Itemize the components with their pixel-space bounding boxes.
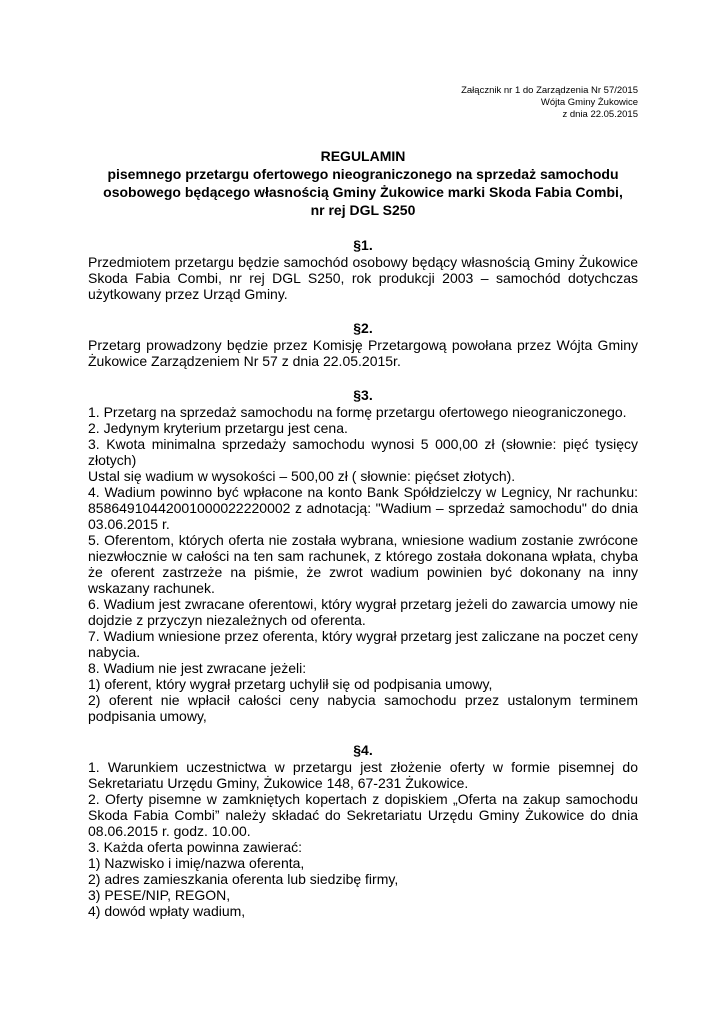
paragraph: 1. Warunkiem uczestnictwa w przetargu jest złożenie oferty w formie pisemnej do Sekretariatu Urzędu Gminy, Żukowice 148, 67-231 Żukowice. [88,759,638,791]
paragraph: 3) PESE/NIP, REGON, [88,887,231,903]
attachment-note-line: z dnia 22.05.2015 [562,109,638,120]
section-heading: §2. [353,320,373,336]
title-line: osobowego będącego własnością Gminy Żukowice marki Skoda Fabia Combi, [103,184,623,200]
paragraph: 1) oferent, który wygrał przetarg uchylił się od podpisania umowy, [88,676,493,692]
paragraph: Przedmiotem przetargu będzie samochód osobowy będący własnością Gminy Żukowice Skoda Fabia Combi, nr rej DGL S250, rok produkcji 2003 – samochód dotychczas użytkowany przez Urząd Gminy. [88,254,638,302]
paragraph: 2) adres zamieszkania oferenta lub siedzibę firmy, [88,871,399,887]
paragraph: 2) oferent nie wpłacił całości ceny nabycia samochodu przez ustalonym terminem podpisania umowy, [88,692,638,724]
section-3 [88,387,638,724]
section-heading: §3. [353,387,373,403]
section-1 [88,237,638,302]
paragraph: 2. Jedynym kryterium przetargu jest cena. [88,420,348,436]
section-heading: §1. [353,237,373,253]
title-main: REGULAMIN [320,148,406,164]
document-page [88,85,638,919]
section-heading: §4. [353,742,373,758]
paragraph: Ustal się wadium w wysokości – 500,00 zł ( słownie: pięćset złotych). [88,468,516,484]
document-title [88,147,638,219]
paragraph: 1) Nazwisko i imię/nazwa oferenta, [88,855,305,871]
paragraph: 1. Przetarg na sprzedaż samochodu na formę przetargu ofertowego nieograniczonego. [88,404,627,420]
paragraph: 3. Każda oferta powinna zawierać: [88,839,303,855]
title-line: nr rej DGL S250 [310,202,416,218]
attachment-note-line: Wójta Gminy Żukowice [540,97,638,108]
paragraph: Przetarg prowadzony będzie przez Komisję Przetargową powołana przez Wójta Gminy Żukowice Zarządzeniem Nr 57 z dnia 22.05.2015r. [88,337,638,369]
paragraph: 2. Oferty pisemne w zamkniętych kopertach z dopiskiem „Oferta na zakup samochodu Skoda Fabia Combi” należy składać do Sekretariatu Urzędu Gminy Żukowice do dnia 08.06.2015 r. godz. 10.00. [88,791,638,839]
paragraph: 8. Wadium nie jest zwracane jeżeli: [88,660,307,676]
attachment-note-line: Załącznik nr 1 do Zarządzenia Nr 57/2015 [461,85,638,96]
paragraph: 7. Wadium wniesione przez oferenta, który wygrał przetarg jest zaliczane na poczet ceny nabycia. [88,628,638,660]
paragraph: 6. Wadium jest zwracane oferentowi, który wygrał przetarg jeżeli do zawarcia umowy nie dojdzie z przyczyn niezależnych od oferenta. [88,596,638,628]
paragraph: 4. Wadium powinno być wpłacone na konto Bank Spółdzielczy w Legnicy, Nr rachunku: 85864910442001000022220002 z adnotacją: "Wadium – sprzedaż samochodu" do dnia 03.06.2015 r. [88,484,638,532]
paragraph: 4) dowód wpłaty wadium, [88,903,246,919]
attachment-note [88,85,638,121]
title-line: pisemnego przetargu ofertowego nieograniczonego na sprzedaż samochodu [107,166,619,182]
paragraph: 5. Oferentom, których oferta nie została wybrana, wniesione wadium zostanie zwrócone niezwłocznie w całości na ten sam rachunek, z którego została dokonana wpłata, chyba że oferent zastrzeże na piśmie, że zwrot wadium powinien być dokonany na inny wskazany rachunek. [88,532,638,596]
section-4 [88,742,638,919]
paragraph: 3. Kwota minimalna sprzedaży samochodu wynosi 5 000,00 zł (słownie: pięć tysięcy złotych) [88,436,638,468]
section-2 [88,320,638,369]
